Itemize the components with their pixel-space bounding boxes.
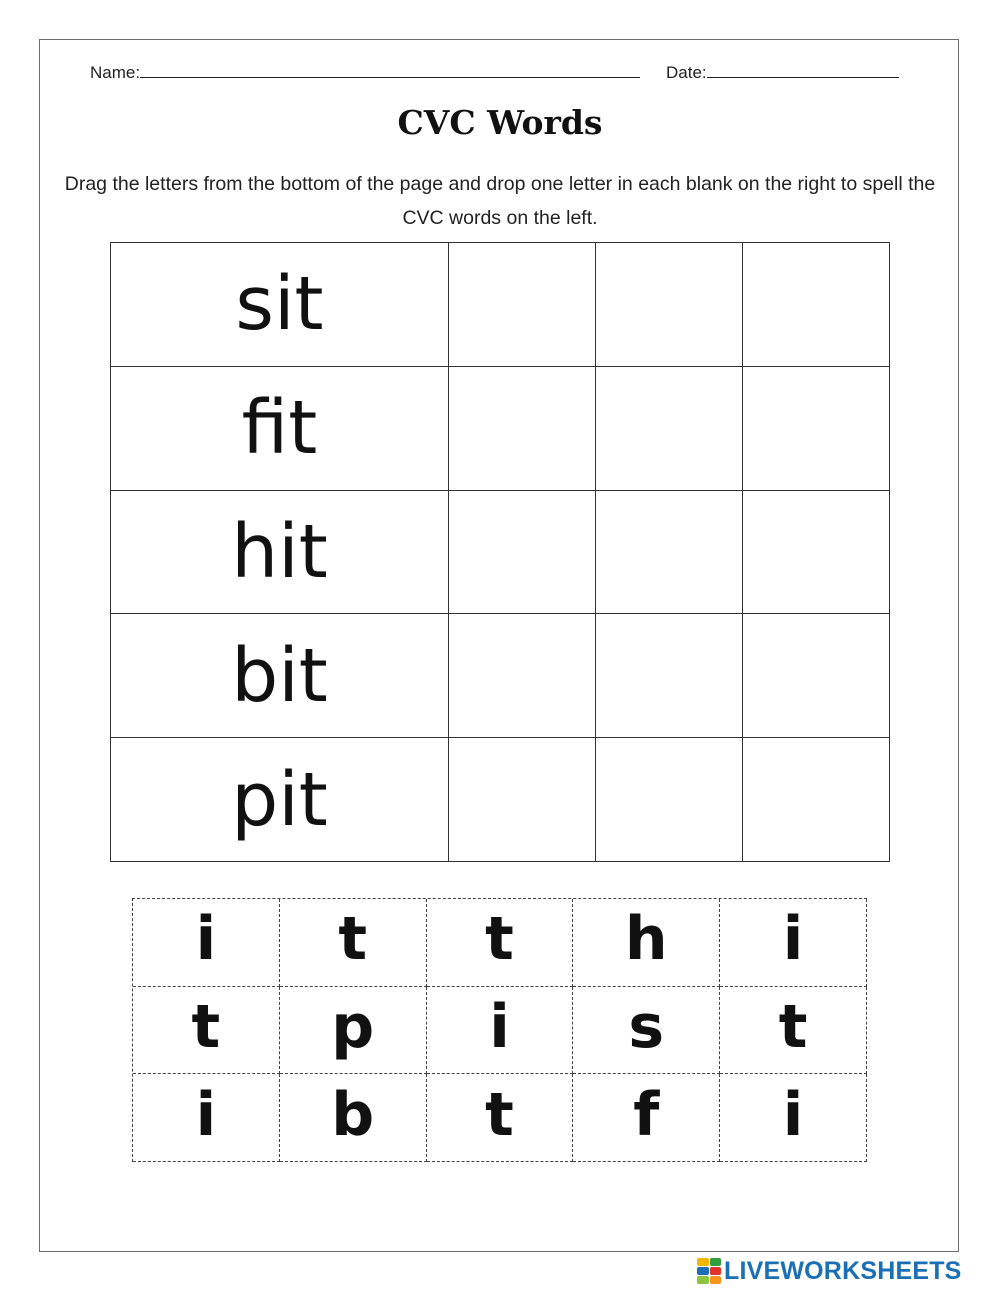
word-row — [111, 490, 890, 614]
letter-tile[interactable]: t — [280, 899, 427, 987]
letter-drop-box[interactable] — [596, 738, 743, 862]
instructions-text: Drag the letters from the bottom of the page and drop one letter in each blank on the right to spell the CVC words on the left. — [64, 173, 936, 229]
letter-drop-box[interactable] — [743, 490, 890, 614]
letter-drop-box[interactable] — [449, 243, 596, 367]
word-cell: sit — [111, 243, 449, 367]
liveworksheets-brand — [697, 1256, 962, 1286]
word-cell: fit — [111, 366, 449, 490]
letter-drop-box[interactable] — [449, 614, 596, 738]
letter-drop-box[interactable] — [596, 243, 743, 367]
letter-tile[interactable]: s — [573, 987, 720, 1075]
liveworksheets-logo-icon — [697, 1258, 721, 1284]
name-line[interactable] — [140, 60, 640, 78]
word-row — [111, 243, 890, 367]
letter-drop-box[interactable] — [743, 614, 890, 738]
letter-tile[interactable]: i — [133, 1074, 280, 1162]
letter-tile[interactable]: t — [427, 899, 574, 987]
date-line[interactable] — [707, 60, 899, 78]
letter-tile[interactable]: f — [573, 1074, 720, 1162]
letter-tile[interactable]: p — [280, 987, 427, 1075]
word-cell: pit — [111, 738, 449, 862]
word-row — [111, 366, 890, 490]
letter-tile[interactable]: b — [280, 1074, 427, 1162]
date-field[interactable] — [666, 60, 899, 83]
worksheet-title: CVC Words — [397, 103, 603, 142]
word-row — [111, 738, 890, 862]
letter-tile[interactable]: i — [133, 899, 280, 987]
letter-drop-box[interactable] — [449, 490, 596, 614]
date-label: Date: — [666, 63, 707, 82]
letter-tile[interactable]: i — [720, 1074, 867, 1162]
letter-drop-box[interactable] — [449, 366, 596, 490]
letter-drop-box[interactable] — [596, 614, 743, 738]
letter-tile[interactable]: t — [427, 1074, 574, 1162]
word-cell: hit — [111, 490, 449, 614]
letter-tile[interactable]: t — [133, 987, 280, 1075]
word-cell: bit — [111, 614, 449, 738]
letter-drop-box[interactable] — [743, 243, 890, 367]
word-row — [111, 614, 890, 738]
letter-drop-box[interactable] — [449, 738, 596, 862]
letter-tile[interactable]: i — [720, 899, 867, 987]
name-label: Name: — [90, 63, 141, 82]
letter-tile[interactable]: i — [427, 987, 574, 1075]
letter-drop-box[interactable] — [743, 366, 890, 490]
name-field[interactable] — [90, 60, 640, 83]
letter-tile[interactable]: h — [573, 899, 720, 987]
letter-drop-box[interactable] — [596, 366, 743, 490]
letter-tile[interactable]: t — [720, 987, 867, 1075]
word-table — [110, 242, 890, 862]
brand-text: LIVEWORKSHEETS — [724, 1256, 962, 1285]
letter-drop-box[interactable] — [743, 738, 890, 862]
letter-drop-box[interactable] — [596, 490, 743, 614]
letter-tile-bank — [132, 898, 867, 1162]
